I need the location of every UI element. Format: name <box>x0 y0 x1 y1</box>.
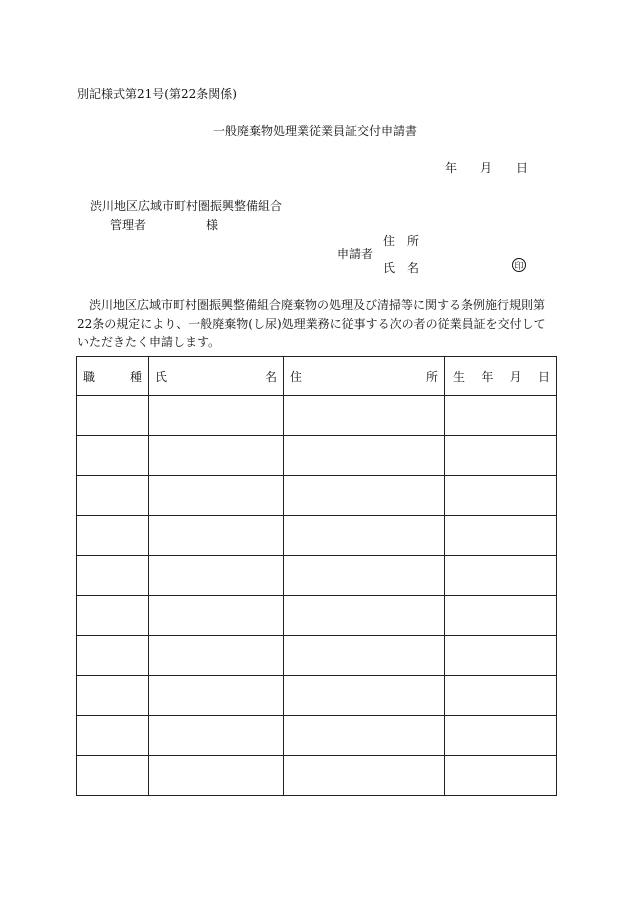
table-row <box>77 516 557 556</box>
cell-date-of-birth[interactable] <box>445 636 557 676</box>
cell-name[interactable] <box>149 556 284 596</box>
header-date-of-birth: 生 年 月 日 <box>445 357 557 396</box>
date-year-label: 年 <box>445 161 458 175</box>
document-title: 一般廃棄物処理業従業員証交付申請書 <box>212 124 417 138</box>
cell-date-of-birth[interactable] <box>445 676 557 716</box>
manager-honorific: 様 <box>206 218 219 232</box>
table-row <box>77 396 557 436</box>
cell-job-type[interactable] <box>77 676 149 716</box>
cell-name[interactable] <box>149 436 284 476</box>
header-job-type: 職 種 <box>77 357 149 396</box>
header-address: 住 所 <box>284 357 445 396</box>
addressee: 渋川地区広域市町村圏振興整備組合 <box>90 199 283 213</box>
cell-address[interactable] <box>284 596 445 636</box>
cell-date-of-birth[interactable] <box>445 516 557 556</box>
cell-address[interactable] <box>284 476 445 516</box>
table-header-row <box>77 357 557 396</box>
cell-name[interactable] <box>149 756 284 796</box>
cell-address[interactable] <box>284 676 445 716</box>
cell-address[interactable] <box>284 636 445 676</box>
table-row <box>77 476 557 516</box>
cell-date-of-birth[interactable] <box>445 396 557 436</box>
table-row <box>77 556 557 596</box>
cell-job-type[interactable] <box>77 596 149 636</box>
table-row <box>77 636 557 676</box>
cell-name[interactable] <box>149 676 284 716</box>
table-row <box>77 716 557 756</box>
employee-table <box>76 356 557 796</box>
cell-date-of-birth[interactable] <box>445 476 557 516</box>
cell-address[interactable] <box>284 716 445 756</box>
cell-job-type[interactable] <box>77 516 149 556</box>
cell-address[interactable] <box>284 436 445 476</box>
applicant-address-label: 住 所 <box>383 234 420 248</box>
cell-job-type[interactable] <box>77 476 149 516</box>
cell-job-type[interactable] <box>77 756 149 796</box>
date-month-label: 月 <box>480 161 493 175</box>
cell-address[interactable] <box>284 756 445 796</box>
cell-address[interactable] <box>284 396 445 436</box>
cell-name[interactable] <box>149 476 284 516</box>
manager-label: 管理者 <box>110 218 147 232</box>
cell-name[interactable] <box>149 596 284 636</box>
cell-date-of-birth[interactable] <box>445 436 557 476</box>
cell-address[interactable] <box>284 556 445 596</box>
table-row <box>77 756 557 796</box>
date-day-label: 日 <box>516 161 529 175</box>
seal-icon: 印 <box>512 258 526 272</box>
table-row <box>77 436 557 476</box>
cell-job-type[interactable] <box>77 636 149 676</box>
cell-date-of-birth[interactable] <box>445 596 557 636</box>
cell-name[interactable] <box>149 716 284 756</box>
cell-job-type[interactable] <box>77 556 149 596</box>
cell-date-of-birth[interactable] <box>445 756 557 796</box>
cell-job-type[interactable] <box>77 716 149 756</box>
request-body-text: 渋川地区広域市町村圏振興整備組合廃棄物の処理及び清掃等に関する条例施行規則第22条の規定により、一般廃棄物(し尿)処理業務に従事する次の者の従業員証を交付していただきたく申請します。 <box>77 298 546 349</box>
table-row <box>77 596 557 636</box>
header-name: 氏 名 <box>149 357 284 396</box>
applicant-label: 申請者 <box>337 247 374 261</box>
cell-name[interactable] <box>149 636 284 676</box>
cell-name[interactable] <box>149 516 284 556</box>
cell-date-of-birth[interactable] <box>445 556 557 596</box>
applicant-name-label: 氏 名 <box>383 261 420 275</box>
cell-date-of-birth[interactable] <box>445 716 557 756</box>
cell-job-type[interactable] <box>77 436 149 476</box>
form-id: 別記様式第21号(第22条関係) <box>77 87 237 101</box>
manager-line <box>110 219 218 231</box>
cell-job-type[interactable] <box>77 396 149 436</box>
table-row <box>77 676 557 716</box>
cell-name[interactable] <box>149 396 284 436</box>
cell-address[interactable] <box>284 516 445 556</box>
